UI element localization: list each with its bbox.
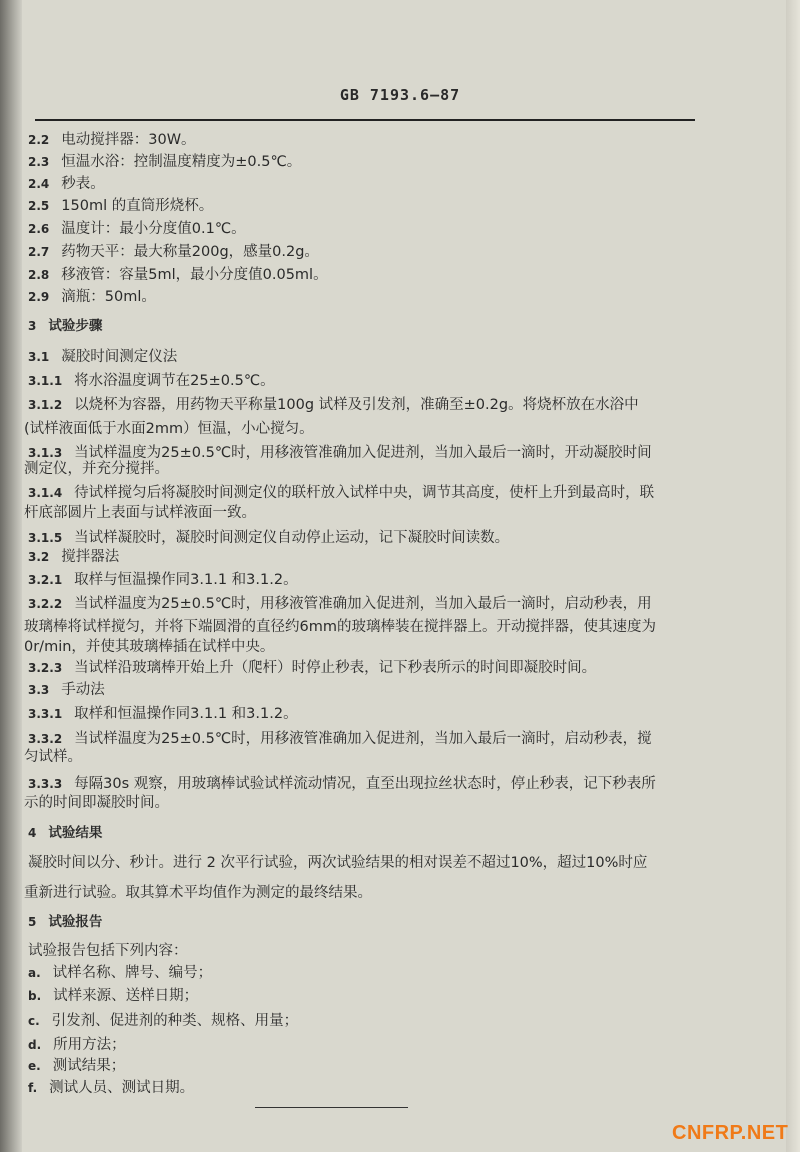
book-gutter-shadow [0, 0, 22, 1152]
clause-text: 凝胶时间测定仪法 [61, 349, 178, 365]
equipment-item [28, 266, 328, 284]
clause-text: 凝胶时间以分、秒计。进行 2 次平行试验，两次试验结果的相对误差不超过10%，超过10%时应 [28, 855, 648, 871]
procedure-item [24, 794, 169, 812]
procedure-item [28, 705, 298, 723]
clause-text: 示的时间即凝胶时间。 [24, 795, 169, 811]
clause-number: 3.1.4 [28, 486, 63, 500]
page-edge [786, 0, 800, 1152]
procedure-item [28, 775, 656, 793]
clause-number: 2.2 [28, 133, 50, 147]
clause-text: (试样液面低于水面2mm）恒温，小心搅匀。 [24, 421, 314, 437]
clause-text: 当试样温度为25±0.5℃时，用移液管准确加入促进剂，当加入最后一滴时，启动秒表，搅 [74, 731, 652, 747]
procedure-item [28, 548, 119, 566]
equipment-item [28, 131, 196, 149]
clause-text: 温度计：最小分度值0.1℃。 [61, 221, 246, 237]
clause-text: 手动法 [61, 682, 105, 698]
clause-number: 3.2.1 [28, 573, 63, 587]
clause-text: 当试样凝胶时，凝胶时间测定仪自动停止运动，记下凝胶时间读数。 [74, 530, 510, 546]
clause-text: 恒温水浴：控制温度精度为±0.5℃。 [61, 154, 302, 170]
clause-text: 0r/min，并使其玻璃棒插在试样中央。 [24, 639, 275, 655]
clause-text: 取样和恒温操作同3.1.1 和3.1.2。 [74, 706, 298, 722]
procedure-item [24, 748, 82, 766]
standard-header: GB 7193.6—87 [339, 86, 461, 104]
procedure-item [28, 396, 639, 414]
procedure-item [24, 460, 169, 478]
clause-number: 3.2.2 [28, 597, 63, 611]
report-item [28, 964, 212, 982]
clause-text: 测定仪，并充分搅拌。 [24, 461, 169, 477]
procedure-item [28, 571, 298, 589]
procedure-item [24, 618, 656, 636]
clause-number: 2.7 [28, 245, 50, 259]
procedure-item [24, 504, 256, 522]
clause-text: 测试人员、测试日期。 [49, 1080, 195, 1096]
procedure-item [28, 529, 509, 547]
procedure-item [28, 681, 105, 699]
clause-number: 2.5 [28, 199, 50, 213]
clause-text: 当试样温度为25±0.5℃时，用移液管准确加入促进剂，当加入最后一滴时，启动秒表，用 [74, 596, 652, 612]
procedure-item [28, 348, 177, 366]
watermark: CNFRP.NET [672, 1122, 789, 1144]
clause-text: 取样与恒温操作同3.1.1 和3.1.2。 [74, 572, 298, 588]
clause-text: 当试样沿玻璃棒开始上升（爬杆）时停止秒表，记下秒表所示的时间即凝胶时间。 [74, 660, 597, 676]
clause-text: 待试样搅匀后将凝胶时间测定仪的联杆放入试样中央，调节其高度，使杆上升到最高时，联 [74, 485, 655, 501]
clause-text: 匀试样。 [24, 749, 82, 765]
clause-text: 杆底部圆片上表面与试样液面一致。 [24, 505, 256, 521]
clause-text: 试验报告包括下列内容： [28, 943, 188, 959]
report-item [28, 1057, 125, 1075]
paragraph-line [28, 942, 188, 960]
procedure-item [24, 638, 274, 656]
clause-text: 搅拌器法 [61, 549, 120, 565]
equipment-item [28, 243, 319, 261]
clause-text: 150ml 的直筒形烧杯。 [61, 198, 214, 214]
clause-number: 2.9 [28, 290, 50, 304]
clause-number: 3.3.1 [28, 707, 63, 721]
clause-number: 3.3 [28, 683, 50, 697]
clause-text: 重新进行试验。取其算术平均值作为测定的最终结果。 [24, 885, 372, 901]
clause-number: c. [28, 1014, 40, 1028]
header-rule [35, 119, 695, 121]
clause-number: 3.3.3 [28, 777, 63, 791]
section-heading [28, 824, 102, 842]
equipment-item [28, 288, 156, 306]
clause-number: 3.1.5 [28, 531, 63, 545]
section-heading [28, 913, 102, 931]
clause-number: d. [28, 1038, 42, 1052]
equipment-item [28, 153, 301, 171]
end-rule [255, 1107, 408, 1108]
paragraph-line [24, 884, 372, 902]
procedure-item [28, 730, 652, 748]
clause-number: 2.8 [28, 268, 50, 282]
clause-number: 2.6 [28, 222, 50, 236]
paragraph-line [28, 854, 647, 872]
clause-number: f. [28, 1081, 38, 1095]
report-item [28, 1012, 298, 1030]
procedure-item [28, 484, 654, 502]
clause-number: a. [28, 966, 41, 980]
clause-number: 3.1.2 [28, 398, 63, 412]
clause-number: 3.1 [28, 350, 50, 364]
clause-number: 3.2.3 [28, 661, 63, 675]
equipment-item [28, 175, 105, 193]
equipment-item [28, 197, 213, 215]
clause-text: 将水浴温度调节在25±0.5℃。 [74, 373, 275, 389]
clause-text: 试验步骤 [48, 318, 103, 334]
procedure-item [28, 595, 652, 613]
clause-text: 以烧杯为容器，用药物天平称量100g 试样及引发剂，准确至±0.2g。将烧杯放在水浴中 [74, 397, 639, 413]
procedure-item [24, 420, 314, 438]
report-item [28, 987, 198, 1005]
clause-number: 2.3 [28, 155, 50, 169]
clause-text: 测试结果； [52, 1058, 126, 1074]
report-item [28, 1079, 194, 1097]
procedure-item [28, 372, 275, 390]
clause-text: 试验结果 [48, 825, 103, 841]
clause-text: 试验报告 [48, 914, 103, 930]
clause-number: 3.3.2 [28, 732, 63, 746]
clause-number: 3 [28, 319, 37, 333]
clause-text: 每隔30s 观察，用玻璃棒试验试样流动情况，直至出现拉丝状态时，停止秒表，记下秒表所 [74, 776, 656, 792]
clause-text: 试样名称、牌号、编号； [52, 965, 213, 981]
clause-text: 滴瓶：50ml。 [61, 289, 156, 305]
equipment-item [28, 220, 246, 238]
clause-text: 药物天平：最大称量200g，感量0.2g。 [61, 244, 319, 260]
clause-text: 试样来源、送样日期； [53, 988, 199, 1004]
clause-text: 电动搅拌器：30W。 [61, 132, 196, 148]
clause-number: b. [28, 989, 42, 1003]
report-item [28, 1036, 126, 1054]
clause-text: 玻璃棒将试样搅匀，并将下端圆滑的直径约6mm的玻璃棒装在搅拌器上。开动搅拌器，使其速度为 [24, 619, 656, 635]
clause-number: 3.2 [28, 550, 50, 564]
clause-text: 引发剂、促进剂的种类、规格、用量； [51, 1013, 299, 1029]
clause-number: 3.1.1 [28, 374, 63, 388]
clause-number: e. [28, 1059, 41, 1073]
clause-text: 所用方法； [53, 1037, 126, 1053]
clause-text: 移液管：容量5ml，最小分度值0.05ml。 [61, 267, 328, 283]
clause-text: 秒表。 [61, 176, 105, 192]
clause-number: 3.1.3 [28, 446, 63, 460]
clause-number: 2.4 [28, 177, 50, 191]
clause-number: 4 [28, 826, 37, 840]
procedure-item [28, 659, 596, 677]
clause-text: 当试样温度为25±0.5℃时，用移液管准确加入促进剂，当加入最后一滴时，开动凝胶时间 [74, 445, 652, 461]
section-heading [28, 317, 102, 335]
clause-number: 5 [28, 915, 37, 929]
